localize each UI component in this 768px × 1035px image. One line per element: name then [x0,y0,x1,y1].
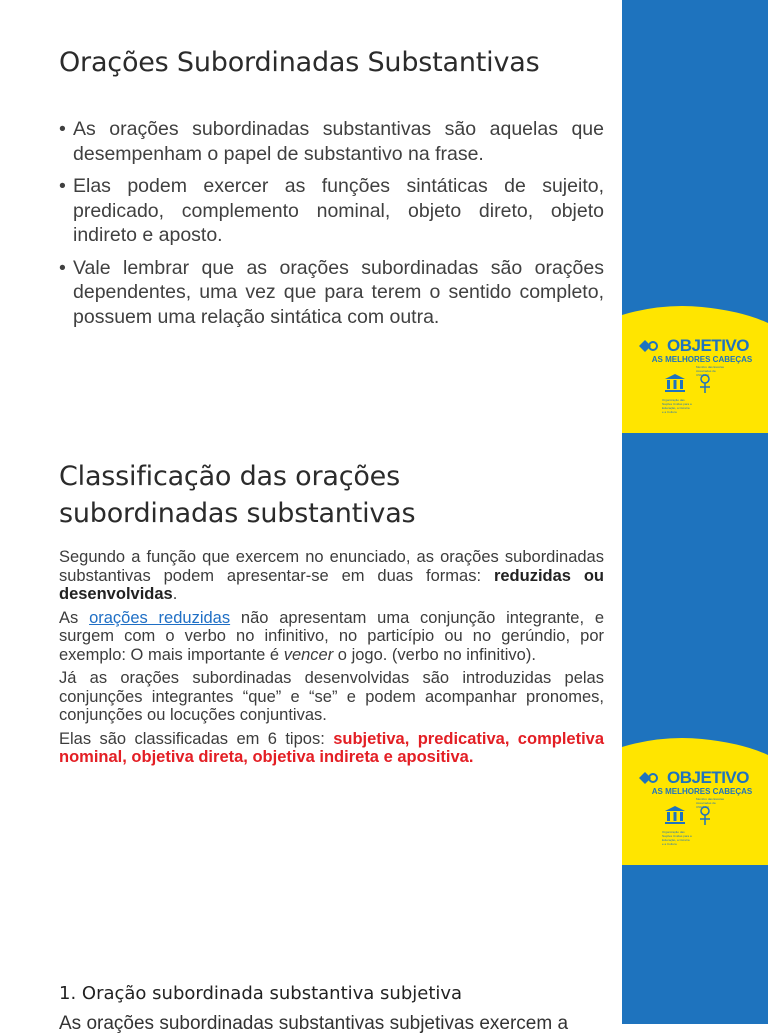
bullet-item: • Elas podem exercer as funções sintáticas de sujeito, predicado, complemento nominal, objeto direto, objeto indireto e aposto. [59,175,604,246]
section3-cut-line: As orações subordinadas substantivas subjetivas exercem a [59,1013,569,1034]
section3-heading: 1. Oração subordinada substantiva subjetiva [59,983,463,1004]
unesco-temple-icon [664,373,686,393]
paragraph-reduzidas: As orações reduzidas não apresentam uma conjunção integrante, e surgem com o verbo no infinitivo, no particípio ou no gerúndio, por exemplo: O mais importante é vencer o jogo. (verbo no infinitivo). [59,608,605,664]
tipos-highlight: subjetiva, predicativa, completiva nominal, objetiva direta, objetiva indireta e apositiva. [59,729,605,766]
section2-body [59,548,604,772]
sidebar-band [622,0,768,1024]
bullet-item: • As orações subordinadas substantivas são aquelas que desempenham o papel de substantivo na frase. [59,118,604,165]
badge-background-icon [622,735,768,865]
section2-title: Classificação das orações subordinadas substantivas [59,461,416,529]
badge-brand: OBJETIVO [667,336,749,355]
paragraph-desenvolvidas: Já as orações subordinadas desenvolvidas são introduzidas pelas conjunções integrantes “que” e “se” e podem acompanhar pronomes, conjunções ou locuções conjuntivas. [59,669,604,724]
bullet-dot-icon: • [59,118,66,140]
section1-title: Orações Subordinadas Substantivas [59,47,540,78]
unesco-temple-icon [664,805,686,825]
bullet-item: • Vale lembrar que as orações subordinadas são orações dependentes, uma vez que para terem o sentido completo, possuem uma relação sintática com outra. [59,256,604,328]
badge-member-label: Membro das Escolas Associadas da UNESCO [696,797,725,809]
badge-tagline: AS MELHORES CABEÇAS [651,787,753,796]
badge-background-icon [622,303,768,433]
oracoes-reduzidas-link[interactable]: orações reduzidas [89,608,231,627]
bullet-list [59,117,604,337]
badge-unesco-label: Organização das Nações Unidas para a Educação, a Ciência e a Cultura [662,398,692,414]
badge-unesco-label: Organização das Nações Unidas para a Educação, a Ciência e a Cultura [662,830,692,846]
objetivo-badge [622,303,768,433]
bullet-dot-icon: • [59,175,66,197]
objetivo-badge [622,735,768,865]
badge-member-label: Membro das Escolas Associadas da UNESCO [696,365,725,377]
bullet-dot-icon: • [59,256,66,279]
paragraph-tipos: Elas são classificadas em 6 tipos: subjetiva, predicativa, completiva nominal, objetiva direta, objetiva indireta e apositiva. [59,729,605,766]
badge-tagline: AS MELHORES CABEÇAS [651,355,753,364]
badge-brand: OBJETIVO [667,768,749,787]
paragraph-forms: Segundo a função que exercem no enunciado, as orações subordinadas substantivas podem apresentar-se em duas formas: reduzidas ou desenvolvidas. [59,548,604,603]
